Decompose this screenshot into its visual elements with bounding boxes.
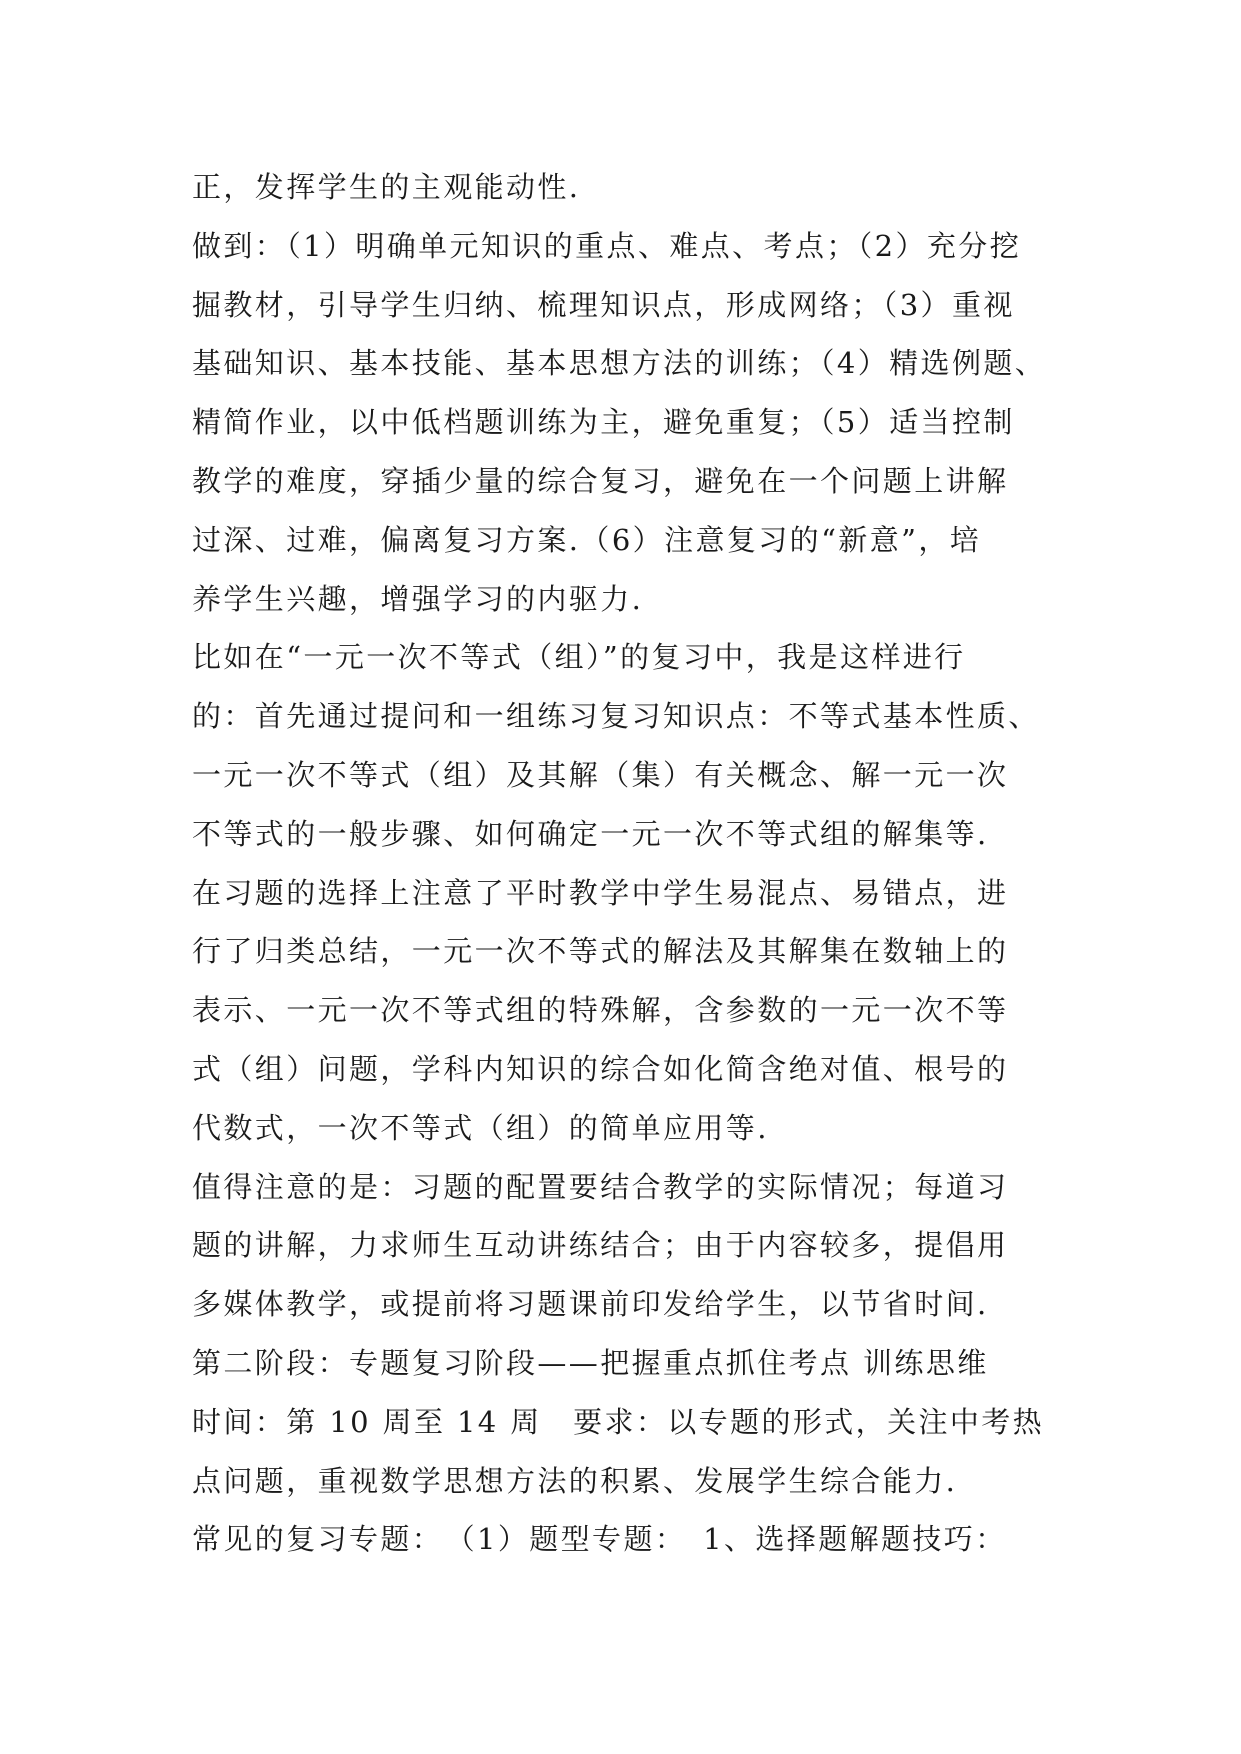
text-line: 代数式，一次不等式（组）的简单应用等. xyxy=(192,1110,769,1145)
text-line: 过深、过难，偏离复习方案.（6）注意复习的“新意”，培 xyxy=(192,522,982,557)
body-text xyxy=(192,158,1062,1569)
text-line: 教学的难度，穿插少量的综合复习，避免在一个问题上讲解 xyxy=(192,463,1009,498)
text-line: 多媒体教学，或提前将习题课前印发给学生，以节省时间. xyxy=(192,1287,989,1322)
text-line: 的：首先通过提问和一组练习复习知识点：不等式基本性质、 xyxy=(192,699,1040,734)
text-line: 比如在“一元一次不等式（组）”的复习中，我是这样进行 xyxy=(192,640,966,675)
text-line: 一元一次不等式（组）及其解（集）有关概念、解一元一次 xyxy=(192,757,1009,792)
text-line: 题的讲解，力求师生互动讲练结合；由于内容较多，提倡用 xyxy=(192,1228,1009,1263)
text-line: 常见的复习专题： （1）题型专题： 1、选择题解题技巧： xyxy=(192,1522,1007,1557)
text-line: 时间：第 10 周至 14 周 要求：以专题的形式，关注中考热 xyxy=(192,1404,1045,1439)
text-line: 不等式的一般步骤、如何确定一元一次不等式组的解集等. xyxy=(192,816,989,851)
text-line: 第二阶段：专题复习阶段——把握重点抓住考点 训练思维 xyxy=(192,1345,989,1380)
text-line: 基础知识、基本技能、基本思想方法的训练；（4）精选例题、 xyxy=(192,346,1047,381)
text-line: 在习题的选择上注意了平时教学中学生易混点、易错点，进 xyxy=(192,875,1009,910)
text-line: 值得注意的是：习题的配置要结合教学的实际情况；每道习 xyxy=(192,1169,1009,1204)
text-line: 做到：（1）明确单元知识的重点、难点、考点；（2）充分挖 xyxy=(192,228,1022,263)
text-line: 行了归类总结，一元一次不等式的解法及其解集在数轴上的 xyxy=(192,934,1009,969)
text-line: 养学生兴趣，增强学习的内驱力. xyxy=(192,581,644,616)
text-line: 点问题，重视数学思想方法的积累、发展学生综合能力. xyxy=(192,1463,958,1498)
text-line: 式（组）问题，学科内知识的综合如化简含绝对值、根号的 xyxy=(192,1051,1009,1086)
text-line: 正，发挥学生的主观能动性. xyxy=(192,170,581,204)
text-line: 掘教材，引导学生归纳、梳理知识点，形成网络；（3）重视 xyxy=(192,287,1015,322)
text-line: 精简作业，以中低档题训练为主，避免重复；（5）适当控制 xyxy=(192,405,1015,440)
text-line: 表示、一元一次不等式组的特殊解，含参数的一元一次不等 xyxy=(192,993,1009,1028)
